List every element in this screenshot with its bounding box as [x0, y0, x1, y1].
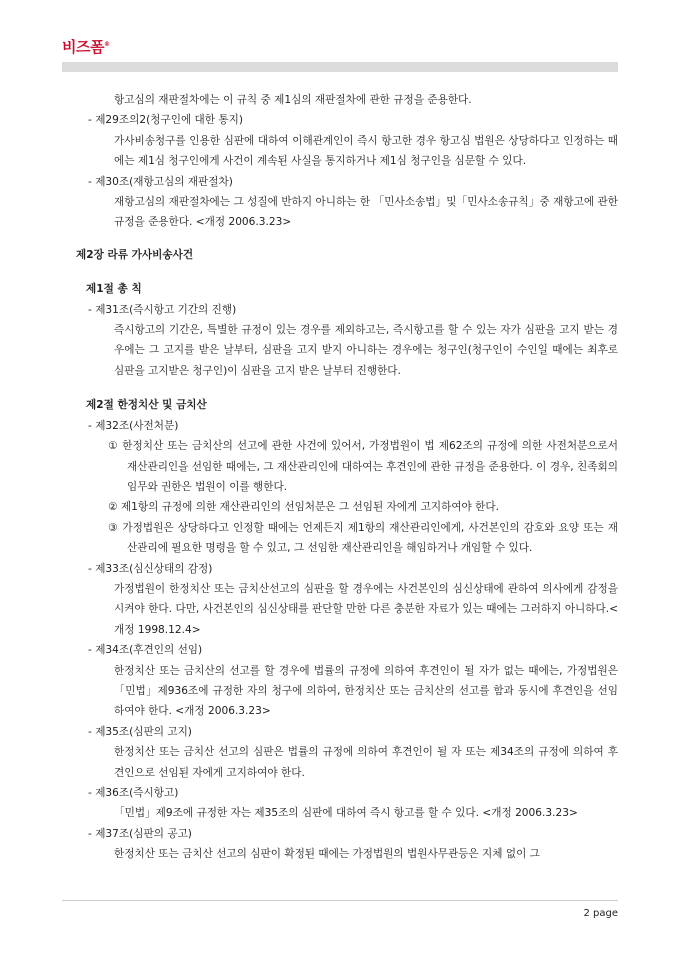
article-text: 한정치산 또는 금치산 선고의 심판은 법률의 규정에 의하여 후견인이 될 자 또는 제34조의 규정에 의하여 후견인으로 선임된 자에게 고지하여야 한다.: [114, 746, 618, 779]
article-heading: - 제32조(사전처분): [88, 419, 179, 432]
bizform-logo: 비즈폼®: [62, 38, 110, 56]
article-text: 즉시항고의 기간은, 특별한 규정이 있는 경우를 제외하고는, 즉시항고를 할 수 있는 자가 심판을 고지 받는 경우에는 그 고지를 받은 날부터, 심판을 고지 받지 아니하는 경우에는 청구인(청구인이 수인일 때에는 최후로 심판을 고지받은 청구인)이 심판을 고지 받은 날부터 진행한다.: [114, 324, 618, 377]
article-text: 한정치산 또는 금치산 선고의 심판이 확정된 때에는 가정법원의 법원사무관등은 지체 없이 그: [114, 848, 540, 861]
article-heading: - 제31조(즉시항고 기간의 진행): [88, 303, 237, 316]
article-heading: - 제36조(즉시항고): [88, 787, 179, 799]
header-bar: [62, 62, 618, 72]
clause-1: ① 한정치산 또는 금치산의 선고에 관한 사건에 있어서, 가정법원이 법 제62조의 규정에 의한 사전처분으로서 재산관리인을 선임한 때에는, 그 재산관리인에 대하여는 후견인에 관한 규정을 준용한다. 이 경우, 친족회의 임무와 권한은 법원이 이를 행한다.: [108, 440, 618, 493]
article-text: 가사비송청구를 인용한 심판에 대하여 이해관계인이 즉시 항고한 경우 항고심 법원은 상당하다고 인정하는 때에는 제1심 청구인에게 사건이 계속된 사실을 통지하거나 제1심 청구인을 심문할 수 있다.: [114, 134, 618, 168]
article-text: 가정법원이 한정치산 또는 금치산선고의 심판을 할 경우에는 사건본인의 심신상태에 관하여 의사에게 감정을 시켜야 한다. 다만, 사건본인의 심신상태를 판단할 만한 다른 충분한 자료가 있는 때에는 그러하지 아니하다.<개정 1998.12.4>: [114, 582, 618, 636]
chapter-title: 제2장 라류 가사비송사건: [76, 248, 194, 261]
page-number: 2 page: [583, 908, 618, 919]
article-text: 한정치산 또는 금치산의 선고를 할 경우에 법률의 규정에 의하여 후견인이 될 자가 없는 때에는, 가정법원은「민법」제936조에 규정한 자의 청구에 의하여, 한정치산 또는 금치산의 선고를 함과 동시에 후견인을 선임하여야 한다. <개정 2006.3.23>: [114, 664, 618, 718]
article-heading: - 제34조(후견인의 선임): [88, 644, 203, 657]
article-heading: - 제35조(심판의 고지): [88, 725, 192, 738]
article-text: 「민법」제9조에 규정한 자는 제35조의 심판에 대하여 즉시 항고를 할 수 있다. <개정 2006.3.23>: [114, 807, 578, 820]
section-title: 제2절 한정치산 및 금치산: [86, 399, 207, 412]
article-heading: - 제33조(심신상태의 감정): [88, 562, 213, 575]
article-heading: - 제30조(재항고심의 재판절차): [88, 175, 233, 188]
document-body: [76, 90, 618, 865]
article-text: 재항고심의 재판절차에는 그 성질에 반하지 아니하는 한 「민사소송법」및「민사소송규칙」중 재항고에 관한 규정을 준용한다. <개정 2006.3.23>: [114, 196, 618, 229]
clause-2: ② 제1항의 규정에 의한 재산관리인의 선임처분은 그 선임된 자에게 고지하여야 한다.: [108, 501, 499, 514]
article-heading: - 제37조(심판의 공고): [88, 827, 192, 840]
article-heading: - 제29조의2(청구인에 대한 통지): [88, 114, 243, 127]
text-line: 항고심의 재판절차에는 이 규칙 중 제1심의 재판절차에 관한 규정을 준용한다.: [114, 94, 472, 106]
footer-divider: [62, 900, 618, 901]
section-title: 제1절 총 칙: [86, 283, 142, 296]
clause-3: ③ 가정법원은 상당하다고 인정할 때에는 언제든지 제1항의 재산관리인에게, 사건본인의 감호와 요양 또는 재산관리에 필요한 명령을 할 수 있고, 그 선임한 재산관리인을 해임하거나 개임할 수 있다.: [108, 521, 618, 555]
